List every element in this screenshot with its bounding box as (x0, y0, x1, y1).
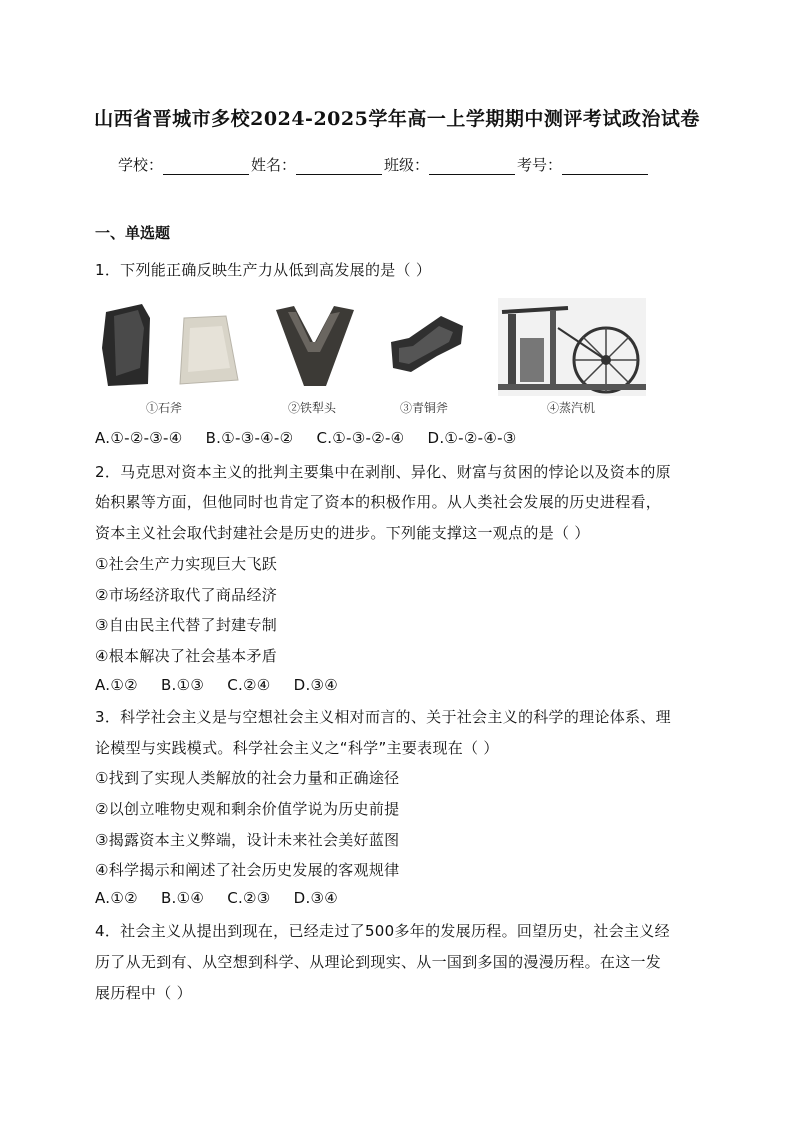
option-d[interactable]: D.①-②-④-③ (427, 429, 517, 447)
figure-caption: ④蒸汽机 (547, 401, 596, 415)
q3-item: ③揭露资本主义弊端，设计未来社会美好蓝图 (95, 831, 400, 849)
option-a[interactable]: A.①-②-③-④ (95, 429, 183, 447)
q3-item: ②以创立唯物史观和剩余价值学说为历史前提 (95, 800, 400, 818)
name-blank (296, 158, 382, 175)
option-a[interactable]: A.①② (95, 676, 138, 694)
q1-figures (100, 298, 660, 418)
class-blank (429, 158, 515, 175)
page-title: 山西省晋城市多校2024-2025学年高一上学期期中测评考试政治试卷 (94, 108, 700, 130)
q3-item: ①找到了实现人类解放的社会力量和正确途径 (95, 769, 400, 787)
q3-options (95, 889, 356, 907)
q2-item: ④根本解决了社会基本矛盾 (95, 647, 278, 665)
steam-engine-icon (498, 298, 646, 396)
q4-stem-line: 历了从无到有、从空想到科学、从理论到现实、从一国到多国的漫漫历程。在这一发 (95, 953, 662, 971)
name-label: 姓名： (251, 156, 297, 174)
q2-options (95, 676, 356, 694)
class-label: 班级： (384, 156, 430, 174)
option-a[interactable]: A.①② (95, 889, 138, 907)
q4-stem-line: 展历程中（ ） (95, 984, 192, 1002)
q2-item: ②市场经济取代了商品经济 (95, 586, 278, 604)
bronze-axe-icon (383, 298, 473, 394)
option-b[interactable]: B.①-③-④-② (205, 429, 294, 447)
q1-stem: 1．下列能正确反映生产力从低到高发展的是（ ） (95, 261, 432, 279)
exam-number-blank (562, 158, 648, 175)
figure-caption: ①石斧 (146, 401, 183, 415)
option-c[interactable]: C.①-③-②-④ (316, 429, 405, 447)
option-b[interactable]: B.①④ (160, 889, 205, 907)
stone-axe-icon (100, 298, 242, 394)
option-d[interactable]: D.③④ (293, 889, 339, 907)
option-c[interactable]: C.②③ (227, 889, 271, 907)
student-info-row (118, 154, 650, 175)
q2-stem-line: 始积累等方面，但他同时也肯定了资本的积极作用。从人类社会发展的历史进程看， (95, 493, 662, 511)
figure-caption: ③青铜斧 (400, 401, 449, 415)
q1-options (95, 429, 535, 447)
q4-stem-line: 4．社会主义从提出到现在，已经走过了500多年的发展历程。回望历史，社会主义经 (95, 922, 670, 940)
q2-stem-line: 2．马克思对资本主义的批判主要集中在剥削、异化、财富与贫困的悖论以及资本的原 (95, 463, 671, 481)
option-d[interactable]: D.③④ (293, 676, 339, 694)
iron-ploughshare-icon (270, 298, 360, 394)
option-c[interactable]: C.②④ (227, 676, 271, 694)
school-blank (163, 158, 249, 175)
q3-stem-line: 3．科学社会主义是与空想社会主义相对而言的、关于社会主义的科学的理论体系、理 (95, 708, 671, 726)
q2-item: ①社会生产力实现巨大飞跃 (95, 555, 278, 573)
figure-caption: ②铁犁头 (288, 401, 337, 415)
q3-stem-line: 论模型与实践模式。科学社会主义之“科学”主要表现在（ ） (95, 739, 499, 757)
exam-number-label: 考号： (517, 156, 563, 174)
option-b[interactable]: B.①③ (160, 676, 205, 694)
q2-item: ③自由民主代替了封建专制 (95, 616, 278, 634)
q2-stem-line: 资本主义社会取代封建社会是历史的进步。下列能支撑这一观点的是（ ） (95, 524, 590, 542)
school-label: 学校： (118, 156, 164, 174)
section-title: 一、单选题 (95, 224, 171, 242)
q3-item: ④科学揭示和阐述了社会历史发展的客观规律 (95, 861, 400, 879)
